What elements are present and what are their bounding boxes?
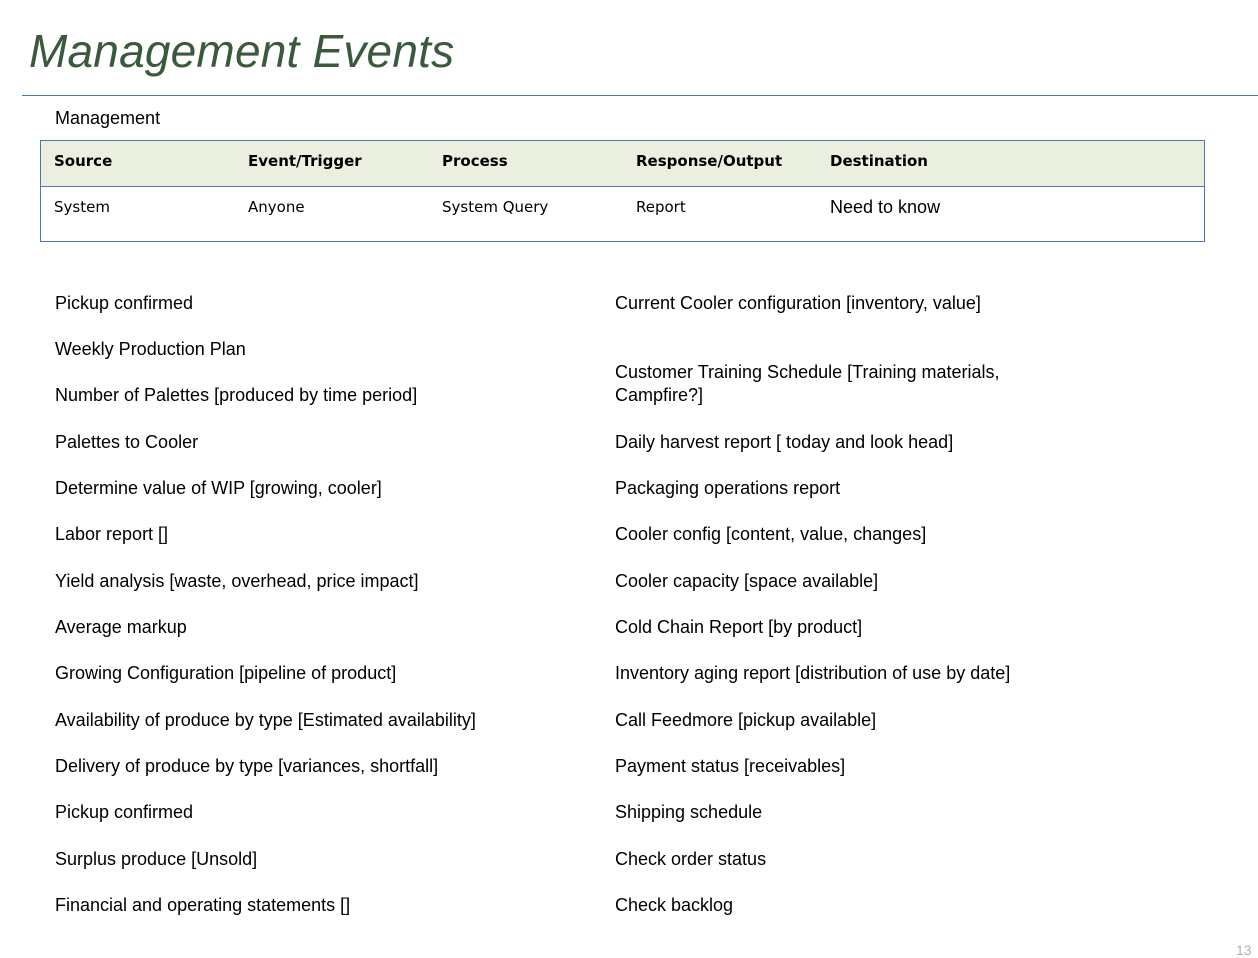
list-item: Cooler config [content, value, changes] [615, 524, 927, 544]
list-item: Palettes to Cooler [55, 432, 199, 452]
list-item: Delivery of produce by type [variances, shortfall] [55, 756, 439, 776]
list-item: Packaging operations report [615, 478, 841, 498]
list-item: Check order status [615, 849, 767, 869]
header-event-trigger: Event/Trigger [248, 152, 362, 170]
list-item: Pickup confirmed [55, 293, 194, 313]
list-item: Weekly Production Plan [55, 339, 246, 359]
header-destination: Destination [830, 152, 928, 170]
list-item: Financial and operating statements [] [55, 895, 351, 915]
list-item: Current Cooler configuration [inventory, value] [615, 293, 981, 313]
list-item: Call Feedmore [pickup available] [615, 710, 877, 730]
list-item: Cold Chain Report [by product] [615, 617, 863, 637]
cell-process: System Query [442, 198, 549, 216]
cell-destination: Need to know [830, 197, 941, 217]
list-item: Check backlog [615, 895, 734, 915]
list-item: Number of Palettes [produced by time period] [55, 385, 418, 405]
section-label: Management [55, 108, 161, 128]
cell-event-trigger: Anyone [248, 198, 305, 216]
table-row [41, 187, 1204, 242]
list-item: Availability of produce by type [Estimated availability] [55, 710, 476, 730]
list-item: Surplus produce [Unsold] [55, 849, 258, 869]
title-divider [22, 95, 1258, 96]
list-item: Campfire?] [615, 385, 704, 405]
header-process: Process [442, 152, 508, 170]
list-item: Inventory aging report [distribution of use by date] [615, 663, 1011, 683]
page-number: 13 [1236, 942, 1252, 958]
list-item: Yield analysis [waste, overhead, price impact] [55, 571, 419, 591]
list-item: Shipping schedule [615, 802, 763, 822]
list-item: Growing Configuration [pipeline of product] [55, 663, 397, 683]
list-item: Daily harvest report [ today and look head] [615, 432, 954, 452]
list-item: Determine value of WIP [growing, cooler] [55, 478, 382, 498]
events-table [40, 140, 1205, 242]
header-source: Source [54, 152, 113, 170]
list-item: Pickup confirmed [55, 802, 194, 822]
cell-source: System [54, 198, 110, 216]
list-item: Cooler capacity [space available] [615, 571, 879, 591]
list-item: Labor report [] [55, 524, 169, 544]
page-title: Management Events [29, 25, 455, 77]
table-header-row [41, 141, 1204, 187]
list-item: Customer Training Schedule [Training materials, [615, 362, 1000, 382]
cell-response-output: Report [636, 198, 686, 216]
header-response-output: Response/Output [636, 152, 783, 170]
list-item: Average markup [55, 617, 187, 637]
list-item: Payment status [receivables] [615, 756, 846, 776]
